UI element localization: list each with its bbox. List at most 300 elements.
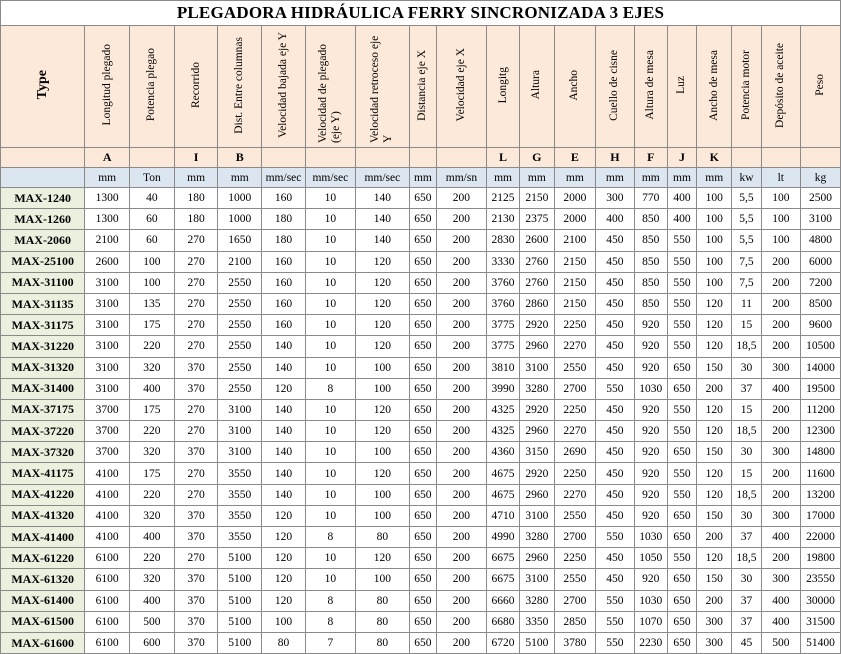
- table-cell: 140: [262, 463, 306, 484]
- table-cell: 370: [174, 505, 218, 526]
- table-cell: 550: [667, 548, 696, 569]
- table-cell: 100: [697, 188, 732, 209]
- table-cell: 3775: [486, 336, 519, 357]
- table-cell: 650: [409, 209, 436, 230]
- table-cell: 450: [596, 548, 635, 569]
- table-cell: 650: [667, 505, 696, 526]
- table-cell: 15: [732, 463, 761, 484]
- table-cell: 200: [761, 463, 801, 484]
- column-header: [1, 26, 85, 148]
- table-row: [1, 527, 841, 548]
- table-cell: 5100: [218, 569, 262, 590]
- model-name-cell: MAX-41220: [1, 484, 85, 505]
- table-cell: 4990: [486, 527, 519, 548]
- table-cell: 300: [697, 611, 732, 632]
- table-cell: 2600: [85, 251, 130, 272]
- model-name-cell: MAX-31100: [1, 272, 85, 293]
- table-cell: 6100: [85, 611, 130, 632]
- table-cell: 19800: [801, 548, 841, 569]
- table-cell: 120: [697, 421, 732, 442]
- table-cell: 2250: [554, 463, 596, 484]
- unit-cell: mm: [667, 168, 696, 188]
- unit-cell: mm: [596, 168, 635, 188]
- table-cell: 120: [355, 315, 409, 336]
- table-cell: 400: [130, 590, 175, 611]
- unit-cell: mm/sec: [262, 168, 306, 188]
- table-cell: 45: [732, 632, 761, 653]
- table-cell: 15: [732, 315, 761, 336]
- column-header: [634, 26, 667, 148]
- table-cell: 11200: [801, 399, 841, 420]
- table-row: [1, 272, 841, 293]
- table-cell: 9600: [801, 315, 841, 336]
- table-cell: 400: [761, 611, 801, 632]
- table-cell: 2700: [554, 590, 596, 611]
- table-cell: 2700: [554, 527, 596, 548]
- table-cell: 37: [732, 527, 761, 548]
- table-cell: 270: [174, 336, 218, 357]
- table-cell: 7,5: [732, 251, 761, 272]
- table-cell: 19500: [801, 378, 841, 399]
- table-cell: 3100: [520, 569, 554, 590]
- model-name-cell: MAX-61220: [1, 548, 85, 569]
- table-cell: 18,5: [732, 421, 761, 442]
- column-header-label: Longitg: [496, 66, 509, 104]
- table-cell: 220: [130, 336, 175, 357]
- table-cell: 1030: [634, 378, 667, 399]
- table-cell: 120: [355, 548, 409, 569]
- table-cell: 5,5: [732, 209, 761, 230]
- table-cell: 60: [130, 209, 175, 230]
- table-cell: 200: [761, 421, 801, 442]
- table-cell: 200: [697, 590, 732, 611]
- table-cell: 3700: [85, 399, 130, 420]
- table-cell: 4100: [85, 484, 130, 505]
- table-cell: 370: [174, 611, 218, 632]
- table-cell: 140: [355, 230, 409, 251]
- dimension-letter-cell: H: [596, 148, 635, 168]
- table-cell: 2860: [520, 293, 554, 314]
- table-cell: 17000: [801, 505, 841, 526]
- table-cell: 3350: [520, 611, 554, 632]
- table-cell: 200: [436, 569, 486, 590]
- table-cell: 400: [596, 209, 635, 230]
- unit-cell: mm: [409, 168, 436, 188]
- table-cell: 120: [262, 505, 306, 526]
- table-cell: 200: [436, 357, 486, 378]
- column-header-label: Luz: [675, 76, 688, 94]
- table-cell: 2150: [520, 188, 554, 209]
- table-cell: 270: [174, 272, 218, 293]
- table-cell: 920: [634, 315, 667, 336]
- table-cell: 3100: [520, 357, 554, 378]
- table-cell: 120: [355, 463, 409, 484]
- table-cell: 3100: [85, 315, 130, 336]
- table-cell: 320: [130, 442, 175, 463]
- table-cell: 920: [634, 484, 667, 505]
- table-cell: 100: [761, 188, 801, 209]
- table-cell: 4325: [486, 421, 519, 442]
- table-cell: 10: [305, 251, 355, 272]
- table-cell: 650: [667, 569, 696, 590]
- table-cell: 120: [262, 527, 306, 548]
- table-cell: 120: [355, 399, 409, 420]
- table-cell: 2550: [218, 272, 262, 293]
- table-cell: 600: [130, 632, 175, 653]
- table-cell: 550: [667, 315, 696, 336]
- table-cell: 200: [761, 336, 801, 357]
- table-cell: 370: [174, 357, 218, 378]
- table-cell: 450: [596, 421, 635, 442]
- table-cell: 100: [262, 611, 306, 632]
- table-cell: 6675: [486, 569, 519, 590]
- table-cell: 6680: [486, 611, 519, 632]
- table-cell: 220: [130, 548, 175, 569]
- table-cell: 7,5: [732, 272, 761, 293]
- table-cell: 2550: [218, 357, 262, 378]
- table-cell: 37: [732, 378, 761, 399]
- table-cell: 2500: [801, 188, 841, 209]
- table-cell: 2760: [520, 251, 554, 272]
- table-cell: 650: [409, 399, 436, 420]
- unit-cell: mm: [85, 168, 130, 188]
- table-cell: 2250: [554, 548, 596, 569]
- column-header-label: Potencia motor: [739, 50, 752, 120]
- model-name-cell: MAX-41400: [1, 527, 85, 548]
- column-header: [554, 26, 596, 148]
- table-cell: 30: [732, 505, 761, 526]
- dimension-letter-cell: [262, 148, 306, 168]
- column-header-label: Potencia plegao: [145, 48, 158, 122]
- table-cell: 850: [634, 230, 667, 251]
- table-cell: 270: [174, 293, 218, 314]
- table-cell: 10: [305, 272, 355, 293]
- table-cell: 2375: [520, 209, 554, 230]
- table-cell: 450: [596, 484, 635, 505]
- table-cell: 2150: [554, 293, 596, 314]
- dimension-letter-cell: [409, 148, 436, 168]
- table-cell: 320: [130, 505, 175, 526]
- table-cell: 30: [732, 569, 761, 590]
- dimension-letter-cell: [761, 148, 801, 168]
- table-cell: 120: [355, 272, 409, 293]
- table-cell: 37: [732, 590, 761, 611]
- table-cell: 100: [355, 357, 409, 378]
- table-cell: 3550: [218, 463, 262, 484]
- table-cell: 920: [634, 421, 667, 442]
- table-cell: 2700: [554, 378, 596, 399]
- table-cell: 8: [305, 378, 355, 399]
- table-cell: 5,5: [732, 188, 761, 209]
- table-row: [1, 399, 841, 420]
- table-cell: 10: [305, 188, 355, 209]
- unit-cell: mm/sec: [355, 168, 409, 188]
- column-header: [409, 26, 436, 148]
- table-row: [1, 209, 841, 230]
- table-cell: 4325: [486, 399, 519, 420]
- table-cell: 14000: [801, 357, 841, 378]
- table-cell: 3780: [554, 632, 596, 653]
- table-cell: 10: [305, 399, 355, 420]
- table-cell: 2100: [554, 230, 596, 251]
- table-cell: 150: [697, 357, 732, 378]
- table-cell: 2550: [554, 357, 596, 378]
- table-cell: 650: [409, 272, 436, 293]
- table-title: PLEGADORA HIDRÁULICA FERRY SINCRONIZADA 3 EJES: [1, 1, 841, 26]
- table-cell: 80: [355, 632, 409, 653]
- table-cell: 6100: [85, 632, 130, 653]
- model-name-cell: MAX-2060: [1, 230, 85, 251]
- table-cell: 51400: [801, 632, 841, 653]
- dimension-letter-cell: [130, 148, 175, 168]
- table-cell: 150: [697, 569, 732, 590]
- unit-cell: kw: [732, 168, 761, 188]
- table-cell: 2830: [486, 230, 519, 251]
- table-row: [1, 611, 841, 632]
- table-cell: 650: [409, 230, 436, 251]
- table-cell: 120: [697, 336, 732, 357]
- table-cell: 3760: [486, 293, 519, 314]
- table-row: [1, 463, 841, 484]
- table-cell: 3100: [85, 336, 130, 357]
- table-cell: 400: [761, 527, 801, 548]
- table-cell: 3330: [486, 251, 519, 272]
- table-cell: 2960: [520, 421, 554, 442]
- table-cell: 14800: [801, 442, 841, 463]
- table-cell: 450: [596, 505, 635, 526]
- dimension-letter-cell: E: [554, 148, 596, 168]
- model-name-cell: MAX-37220: [1, 421, 85, 442]
- table-cell: 200: [436, 527, 486, 548]
- table-cell: 450: [596, 315, 635, 336]
- table-cell: 270: [174, 315, 218, 336]
- dimension-letter-cell: L: [486, 148, 519, 168]
- table-cell: 400: [667, 188, 696, 209]
- table-cell: 300: [761, 357, 801, 378]
- table-cell: 6675: [486, 548, 519, 569]
- table-cell: 2270: [554, 336, 596, 357]
- table-cell: 3100: [85, 357, 130, 378]
- column-header-label: Ancho de mesa: [707, 49, 720, 121]
- table-cell: 370: [174, 569, 218, 590]
- table-row: [1, 421, 841, 442]
- table-cell: 550: [667, 251, 696, 272]
- table-cell: 7: [305, 632, 355, 653]
- table-cell: 650: [409, 527, 436, 548]
- column-header: [436, 26, 486, 148]
- table-cell: 180: [262, 230, 306, 251]
- model-name-cell: MAX-41320: [1, 505, 85, 526]
- table-cell: 270: [174, 548, 218, 569]
- table-cell: 2550: [218, 315, 262, 336]
- table-cell: 650: [667, 378, 696, 399]
- table-cell: 2550: [218, 378, 262, 399]
- table-cell: 120: [697, 463, 732, 484]
- dimension-letter-row: [1, 148, 841, 168]
- column-header: [355, 26, 409, 148]
- table-cell: 3100: [218, 399, 262, 420]
- title-row: [1, 1, 841, 26]
- table-cell: 10: [305, 230, 355, 251]
- table-cell: 80: [355, 527, 409, 548]
- table-cell: 550: [667, 399, 696, 420]
- table-cell: 150: [697, 505, 732, 526]
- table-row: [1, 505, 841, 526]
- table-cell: 5100: [218, 590, 262, 611]
- table-cell: 200: [436, 251, 486, 272]
- model-name-cell: MAX-37320: [1, 442, 85, 463]
- dimension-letter-cell: [801, 148, 841, 168]
- table-cell: 10: [305, 209, 355, 230]
- table-cell: 200: [436, 590, 486, 611]
- table-cell: 6000: [801, 251, 841, 272]
- table-cell: 200: [436, 188, 486, 209]
- table-cell: 550: [667, 336, 696, 357]
- table-cell: 2270: [554, 421, 596, 442]
- table-cell: 30000: [801, 590, 841, 611]
- dimension-letter-cell: [355, 148, 409, 168]
- column-header-label: Velocidad retroceso eje Y: [369, 35, 395, 143]
- table-cell: 400: [761, 378, 801, 399]
- table-cell: 100: [130, 251, 175, 272]
- table-cell: 550: [667, 421, 696, 442]
- table-cell: 8: [305, 590, 355, 611]
- table-cell: 220: [130, 421, 175, 442]
- table-cell: 300: [761, 505, 801, 526]
- table-cell: 1650: [218, 230, 262, 251]
- table-cell: 6100: [85, 590, 130, 611]
- column-header-label: Altura: [530, 70, 543, 100]
- model-name-cell: MAX-25100: [1, 251, 85, 272]
- table-cell: 100: [355, 505, 409, 526]
- table-cell: 270: [174, 251, 218, 272]
- unit-cell: kg: [801, 168, 841, 188]
- table-cell: 100: [355, 378, 409, 399]
- table-cell: 200: [436, 548, 486, 569]
- table-cell: 1030: [634, 590, 667, 611]
- dimension-letter-cell: K: [697, 148, 732, 168]
- table-cell: 300: [761, 569, 801, 590]
- table-cell: 200: [697, 527, 732, 548]
- table-cell: 650: [409, 357, 436, 378]
- table-cell: 23550: [801, 569, 841, 590]
- table-cell: 300: [697, 632, 732, 653]
- dimension-letter-cell: I: [174, 148, 218, 168]
- table-cell: 140: [355, 188, 409, 209]
- dimension-letter-cell: [732, 148, 761, 168]
- table-cell: 100: [697, 230, 732, 251]
- table-cell: 550: [596, 590, 635, 611]
- table-cell: 180: [262, 209, 306, 230]
- table-cell: 8500: [801, 293, 841, 314]
- table-cell: 11600: [801, 463, 841, 484]
- table-cell: 175: [130, 399, 175, 420]
- table-cell: 5100: [218, 611, 262, 632]
- unit-cell: lt: [761, 168, 801, 188]
- table-cell: 850: [634, 293, 667, 314]
- table-cell: 200: [761, 293, 801, 314]
- table-cell: 180: [174, 209, 218, 230]
- table-cell: 920: [634, 569, 667, 590]
- table-cell: 370: [174, 632, 218, 653]
- table-cell: 6720: [486, 632, 519, 653]
- table-cell: 2920: [520, 399, 554, 420]
- table-cell: 2150: [554, 251, 596, 272]
- model-name-cell: MAX-61400: [1, 590, 85, 611]
- column-header: [85, 26, 130, 148]
- table-cell: 200: [436, 421, 486, 442]
- table-row: [1, 378, 841, 399]
- model-name-cell: MAX-31400: [1, 378, 85, 399]
- table-cell: 5100: [218, 632, 262, 653]
- table-cell: 10: [305, 421, 355, 442]
- table-cell: 100: [761, 209, 801, 230]
- model-name-cell: MAX-31220: [1, 336, 85, 357]
- table-cell: 8: [305, 527, 355, 548]
- table-cell: 270: [174, 484, 218, 505]
- table-cell: 650: [409, 251, 436, 272]
- table-cell: 30: [732, 442, 761, 463]
- table-cell: 2000: [554, 188, 596, 209]
- dimension-letter-cell: [436, 148, 486, 168]
- table-row: [1, 442, 841, 463]
- table-cell: 4800: [801, 230, 841, 251]
- table-cell: 3150: [520, 442, 554, 463]
- dimension-letter-cell: G: [520, 148, 554, 168]
- unit-cell: Ton: [130, 168, 175, 188]
- table-cell: 120: [355, 293, 409, 314]
- table-cell: 3550: [218, 505, 262, 526]
- column-header-label: Distancia eje X: [416, 49, 429, 121]
- model-name-cell: MAX-31320: [1, 357, 85, 378]
- table-cell: 10: [305, 463, 355, 484]
- table-cell: 100: [697, 251, 732, 272]
- table-row: [1, 315, 841, 336]
- table-cell: 31500: [801, 611, 841, 632]
- dimension-letter-cell: F: [634, 148, 667, 168]
- table-cell: 4100: [85, 463, 130, 484]
- table-cell: 140: [262, 357, 306, 378]
- table-cell: 200: [436, 336, 486, 357]
- table-cell: 100: [697, 272, 732, 293]
- table-cell: 1300: [85, 209, 130, 230]
- table-cell: 400: [130, 378, 175, 399]
- table-cell: 18,5: [732, 484, 761, 505]
- table-row: [1, 293, 841, 314]
- table-cell: 3100: [520, 505, 554, 526]
- column-header: [486, 26, 519, 148]
- table-cell: 650: [409, 569, 436, 590]
- table-cell: 500: [761, 632, 801, 653]
- table-cell: 650: [409, 421, 436, 442]
- unit-cell: mm: [520, 168, 554, 188]
- model-name-cell: MAX-61600: [1, 632, 85, 653]
- table-cell: 2250: [554, 399, 596, 420]
- table-cell: 550: [667, 272, 696, 293]
- table-cell: 2230: [634, 632, 667, 653]
- table-cell: 120: [262, 378, 306, 399]
- table-cell: 450: [596, 272, 635, 293]
- table-cell: 550: [667, 293, 696, 314]
- table-cell: 200: [436, 293, 486, 314]
- table-cell: 650: [409, 484, 436, 505]
- table-cell: 140: [262, 399, 306, 420]
- table-cell: 120: [355, 336, 409, 357]
- table-cell: 3100: [85, 378, 130, 399]
- table-cell: 1070: [634, 611, 667, 632]
- table-cell: 650: [667, 632, 696, 653]
- table-cell: 550: [596, 527, 635, 548]
